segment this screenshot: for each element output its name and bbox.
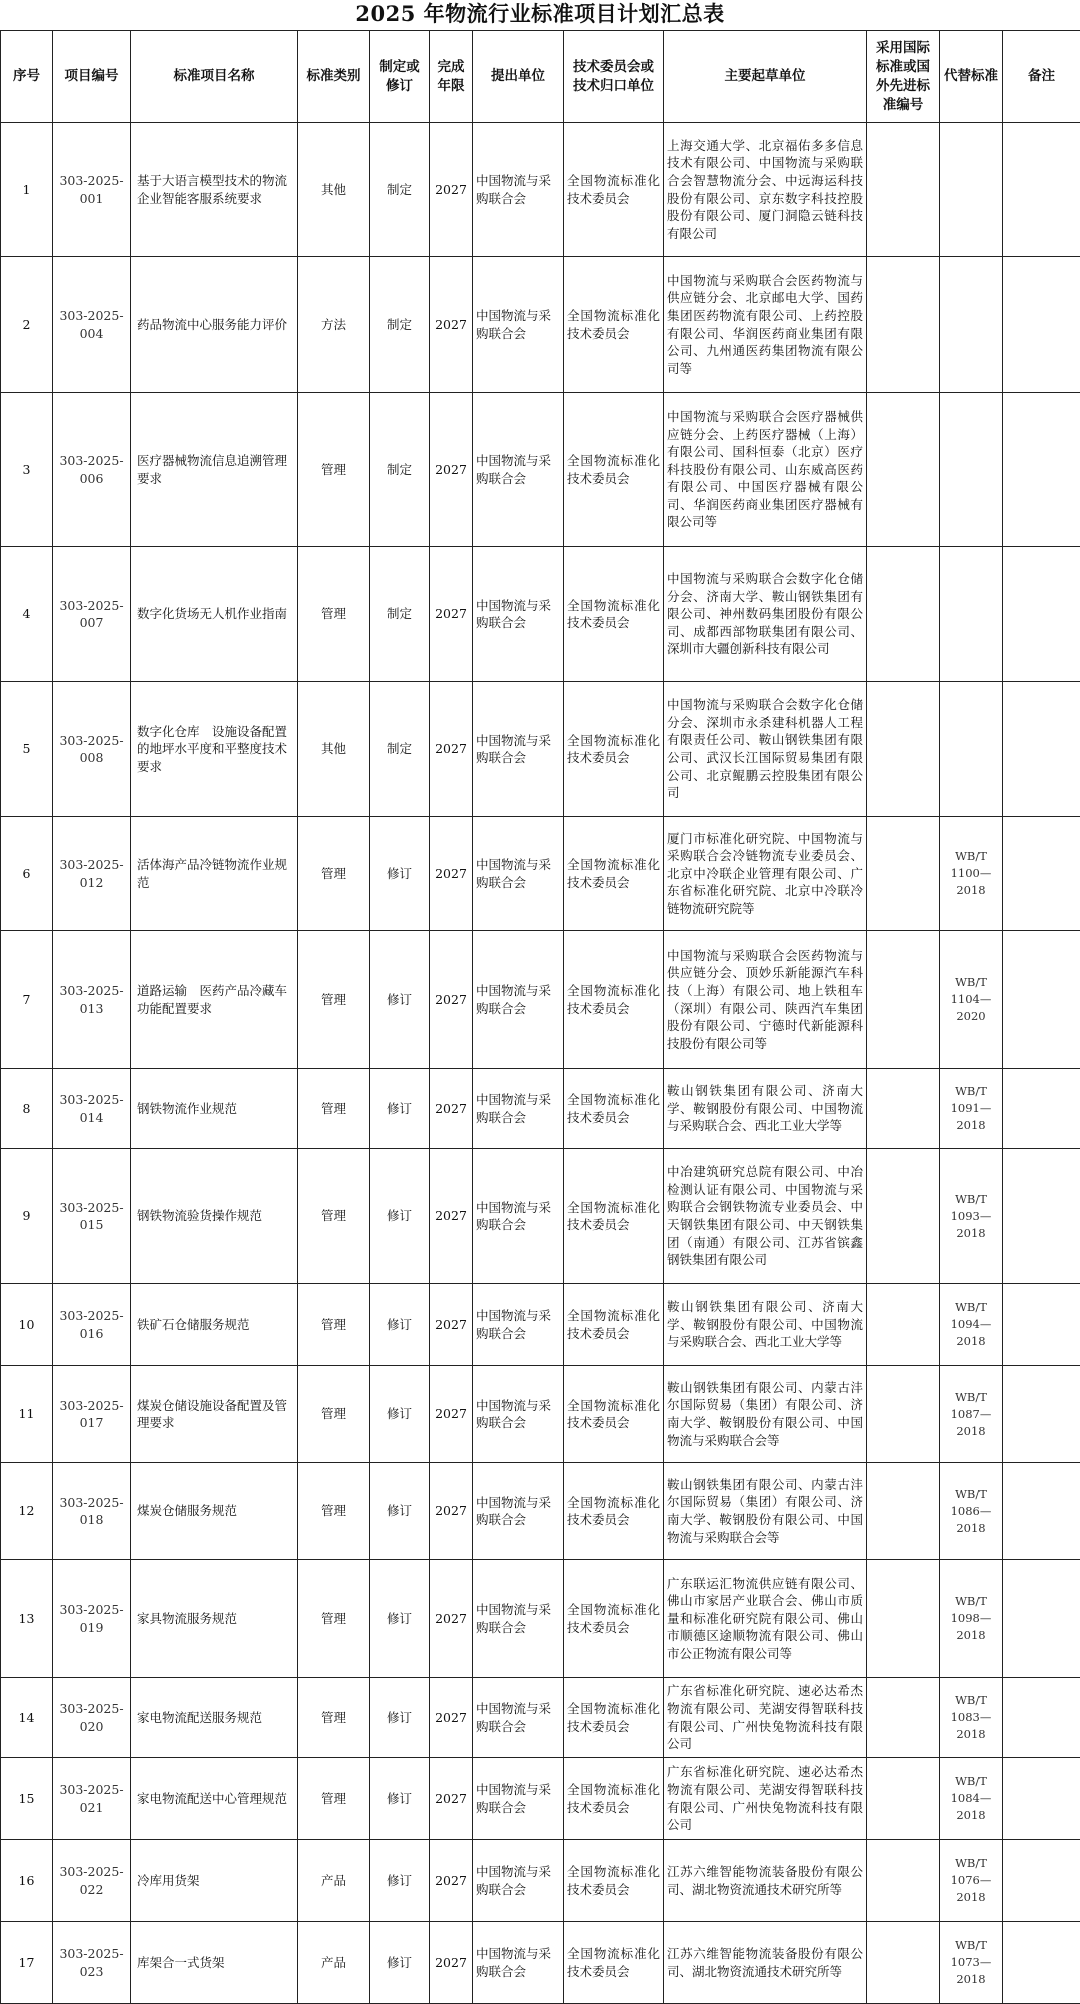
- cell-tech: 全国物流标准化技术委员会: [564, 1840, 664, 1922]
- cell-revise: 修订: [370, 1463, 430, 1560]
- cell-code: 303-2025-023: [53, 1922, 131, 2004]
- header-category: 标准类别: [298, 31, 370, 123]
- cell-intl: [867, 1366, 940, 1463]
- cell-category: 管理: [298, 931, 370, 1069]
- header-seq: 序号: [1, 31, 53, 123]
- cell-name: 基于大语言模型技术的物流企业智能客服系统要求: [131, 123, 298, 257]
- cell-year: 2027: [430, 1149, 473, 1284]
- cell-year: 2027: [430, 393, 473, 547]
- cell-note: [1003, 1840, 1080, 1922]
- cell-name: 医疗器械物流信息追溯管理要求: [131, 393, 298, 547]
- cell-year: 2027: [430, 1366, 473, 1463]
- cell-proposer: 中国物流与采购联合会: [473, 1149, 564, 1284]
- cell-proposer: 中国物流与采购联合会: [473, 123, 564, 257]
- table-row: [1, 1284, 1080, 1366]
- cell-proposer: 中国物流与采购联合会: [473, 1366, 564, 1463]
- cell-replace: [940, 547, 1003, 682]
- cell-seq: 1: [1, 123, 53, 257]
- header-name: 标准项目名称: [131, 31, 298, 123]
- cell-replace: WB/T 1076—2018: [940, 1840, 1003, 1922]
- cell-revise: 制定: [370, 682, 430, 817]
- cell-proposer: 中国物流与采购联合会: [473, 817, 564, 931]
- cell-code: 303-2025-013: [53, 931, 131, 1069]
- cell-seq: 16: [1, 1840, 53, 1922]
- cell-year: 2027: [430, 1922, 473, 2004]
- cell-seq: 13: [1, 1560, 53, 1678]
- cell-tech: 全国物流标准化技术委员会: [564, 1149, 664, 1284]
- cell-drafter: 鞍山钢铁集团有限公司、济南大学、鞍钢股份有限公司、中国物流与采购联合会、西北工业大学等: [664, 1284, 867, 1366]
- cell-year: 2027: [430, 257, 473, 393]
- cell-name: 煤炭仓储服务规范: [131, 1463, 298, 1560]
- cell-category: 管理: [298, 1463, 370, 1560]
- cell-seq: 3: [1, 393, 53, 547]
- cell-tech: 全国物流标准化技术委员会: [564, 1366, 664, 1463]
- page-title: 2025 年物流行业标准项目计划汇总表: [0, 0, 1080, 30]
- cell-category: 其他: [298, 123, 370, 257]
- cell-year: 2027: [430, 682, 473, 817]
- cell-intl: [867, 1463, 940, 1560]
- cell-name: 家电物流配送中心管理规范: [131, 1758, 298, 1840]
- cell-proposer: 中国物流与采购联合会: [473, 1463, 564, 1560]
- cell-note: [1003, 1366, 1080, 1463]
- cell-proposer: 中国物流与采购联合会: [473, 1560, 564, 1678]
- cell-drafter: 中冶建筑研究总院有限公司、中冶检测认证有限公司、中国物流与采购联合会钢铁物流专业委员会、中天钢铁集团有限公司、中天钢铁集团（南通）有限公司、江苏省镔鑫钢铁集团有限公司: [664, 1149, 867, 1284]
- cell-revise: 修订: [370, 1678, 430, 1758]
- cell-intl: [867, 123, 940, 257]
- cell-name: 道路运输 医药产品冷藏车功能配置要求: [131, 931, 298, 1069]
- cell-revise: 修订: [370, 1069, 430, 1149]
- cell-revise: 制定: [370, 123, 430, 257]
- cell-year: 2027: [430, 1678, 473, 1758]
- cell-seq: 14: [1, 1678, 53, 1758]
- cell-note: [1003, 1149, 1080, 1284]
- cell-replace: WB/T 1100—2018: [940, 817, 1003, 931]
- table-row: [1, 1840, 1080, 1922]
- cell-tech: 全国物流标准化技术委员会: [564, 1560, 664, 1678]
- cell-year: 2027: [430, 1758, 473, 1840]
- cell-revise: 修订: [370, 931, 430, 1069]
- table-row: [1, 1463, 1080, 1560]
- standards-table: [0, 30, 1080, 2004]
- cell-category: 产品: [298, 1840, 370, 1922]
- cell-name: 钢铁物流验货操作规范: [131, 1149, 298, 1284]
- cell-replace: WB/T 1086—2018: [940, 1463, 1003, 1560]
- cell-tech: 全国物流标准化技术委员会: [564, 1678, 664, 1758]
- cell-name: 库架合一式货架: [131, 1922, 298, 2004]
- cell-intl: [867, 817, 940, 931]
- cell-name: 铁矿石仓储服务规范: [131, 1284, 298, 1366]
- cell-drafter: 鞍山钢铁集团有限公司、内蒙古沣尔国际贸易（集团）有限公司、济南大学、鞍钢股份有限公司、中国物流与采购联合会等: [664, 1366, 867, 1463]
- cell-revise: 制定: [370, 547, 430, 682]
- cell-code: 303-2025-019: [53, 1560, 131, 1678]
- cell-tech: 全国物流标准化技术委员会: [564, 682, 664, 817]
- cell-replace: WB/T 1091—2018: [940, 1069, 1003, 1149]
- cell-revise: 修订: [370, 1840, 430, 1922]
- table-row: [1, 1069, 1080, 1149]
- table-row: [1, 817, 1080, 931]
- header-intl: 采用国际标准或国外先进标准编号: [867, 31, 940, 123]
- cell-tech: 全国物流标准化技术委员会: [564, 931, 664, 1069]
- cell-category: 管理: [298, 1366, 370, 1463]
- cell-code: 303-2025-015: [53, 1149, 131, 1284]
- cell-note: [1003, 547, 1080, 682]
- cell-tech: 全国物流标准化技术委员会: [564, 1463, 664, 1560]
- cell-revise: 修订: [370, 1922, 430, 2004]
- header-drafter: 主要起草单位: [664, 31, 867, 123]
- cell-drafter: 中国物流与采购联合会数字化仓储分会、深圳市永杀建科机器人工程有限责任公司、鞍山钢铁集团有限公司、武汉长江国际贸易集团有限公司、北京鲲鹏云控股集团有限公司: [664, 682, 867, 817]
- cell-note: [1003, 817, 1080, 931]
- cell-year: 2027: [430, 123, 473, 257]
- cell-tech: 全国物流标准化技术委员会: [564, 547, 664, 682]
- cell-note: [1003, 1560, 1080, 1678]
- cell-drafter: 中国物流与采购联合会数字化仓储分会、济南大学、鞍山钢铁集团有限公司、神州数码集团股份有限公司、成都西部物联集团有限公司、深圳市大疆创新科技有限公司: [664, 547, 867, 682]
- cell-intl: [867, 1069, 940, 1149]
- cell-year: 2027: [430, 1463, 473, 1560]
- cell-tech: 全国物流标准化技术委员会: [564, 123, 664, 257]
- cell-seq: 12: [1, 1463, 53, 1560]
- table-row: [1, 547, 1080, 682]
- cell-year: 2027: [430, 817, 473, 931]
- cell-name: 活体海产品冷链物流作业规范: [131, 817, 298, 931]
- cell-category: 管理: [298, 1758, 370, 1840]
- cell-intl: [867, 1922, 940, 2004]
- cell-seq: 6: [1, 817, 53, 931]
- cell-tech: 全国物流标准化技术委员会: [564, 393, 664, 547]
- cell-proposer: 中国物流与采购联合会: [473, 1678, 564, 1758]
- cell-drafter: 鞍山钢铁集团有限公司、内蒙古沣尔国际贸易（集团）有限公司、济南大学、鞍钢股份有限公司、中国物流与采购联合会等: [664, 1463, 867, 1560]
- table-body: [1, 123, 1080, 2004]
- cell-proposer: 中国物流与采购联合会: [473, 393, 564, 547]
- cell-revise: 制定: [370, 393, 430, 547]
- cell-seq: 8: [1, 1069, 53, 1149]
- cell-replace: WB/T 1073—2018: [940, 1922, 1003, 2004]
- cell-drafter: 中国物流与采购联合会医药物流与供应链分会、顶妙乐新能源汽车科技（上海）有限公司、地上铁租车（深圳）有限公司、陕西汽车集团股份有限公司、宁德时代新能源科技股份有限公司等: [664, 931, 867, 1069]
- cell-note: [1003, 1069, 1080, 1149]
- cell-revise: 修订: [370, 817, 430, 931]
- cell-tech: 全国物流标准化技术委员会: [564, 1758, 664, 1840]
- cell-code: 303-2025-006: [53, 393, 131, 547]
- cell-drafter: 厦门市标准化研究院、中国物流与采购联合会冷链物流专业委员会、北京中冷联企业管理有限公司、广东省标准化研究院、北京中冷联冷链物流研究院等: [664, 817, 867, 931]
- cell-code: 303-2025-016: [53, 1284, 131, 1366]
- cell-drafter: 广东省标准化研究院、速必达希杰物流有限公司、芜湖安得智联科技有限公司、广州快兔物流科技有限公司: [664, 1678, 867, 1758]
- cell-seq: 9: [1, 1149, 53, 1284]
- cell-category: 管理: [298, 547, 370, 682]
- cell-code: 303-2025-014: [53, 1069, 131, 1149]
- table-row: [1, 1149, 1080, 1284]
- header-row: [1, 31, 1080, 123]
- cell-tech: 全国物流标准化技术委员会: [564, 1922, 664, 2004]
- cell-intl: [867, 1560, 940, 1678]
- cell-year: 2027: [430, 1284, 473, 1366]
- cell-seq: 15: [1, 1758, 53, 1840]
- header-code: 项目编号: [53, 31, 131, 123]
- cell-intl: [867, 547, 940, 682]
- cell-note: [1003, 1922, 1080, 2004]
- cell-category: 管理: [298, 817, 370, 931]
- header-replace: 代替标准: [940, 31, 1003, 123]
- cell-replace: [940, 123, 1003, 257]
- header-tech: 技术委员会或技术归口单位: [564, 31, 664, 123]
- cell-replace: WB/T 1087—2018: [940, 1366, 1003, 1463]
- cell-intl: [867, 1284, 940, 1366]
- cell-seq: 2: [1, 257, 53, 393]
- cell-name: 家电物流配送服务规范: [131, 1678, 298, 1758]
- table-row: [1, 123, 1080, 257]
- cell-replace: WB/T 1084—2018: [940, 1758, 1003, 1840]
- table-row: [1, 393, 1080, 547]
- cell-seq: 5: [1, 682, 53, 817]
- cell-replace: WB/T 1098—2018: [940, 1560, 1003, 1678]
- table-row: [1, 257, 1080, 393]
- cell-code: 303-2025-017: [53, 1366, 131, 1463]
- cell-proposer: 中国物流与采购联合会: [473, 1284, 564, 1366]
- cell-name: 钢铁物流作业规范: [131, 1069, 298, 1149]
- cell-code: 303-2025-012: [53, 817, 131, 931]
- cell-proposer: 中国物流与采购联合会: [473, 682, 564, 817]
- cell-proposer: 中国物流与采购联合会: [473, 1840, 564, 1922]
- cell-revise: 制定: [370, 257, 430, 393]
- table-row: [1, 1922, 1080, 2004]
- cell-replace: WB/T 1093—2018: [940, 1149, 1003, 1284]
- cell-drafter: 中国物流与采购联合会医疗器械供应链分会、上药医疗器械（上海）有限公司、国科恒泰（北京）医疗科技股份有限公司、山东威高医药有限公司、中国医疗器械有限公司、华润医药商业集团医疗器械有限公司等: [664, 393, 867, 547]
- cell-seq: 4: [1, 547, 53, 682]
- cell-note: [1003, 393, 1080, 547]
- cell-drafter: 广东省标准化研究院、速必达希杰物流有限公司、芜湖安得智联科技有限公司、广州快兔物流科技有限公司: [664, 1758, 867, 1840]
- cell-year: 2027: [430, 547, 473, 682]
- cell-intl: [867, 257, 940, 393]
- cell-tech: 全国物流标准化技术委员会: [564, 1069, 664, 1149]
- header-year: 完成年限: [430, 31, 473, 123]
- cell-drafter: 中国物流与采购联合会医药物流与供应链分会、北京邮电大学、国药集团医药物流有限公司、上药控股有限公司、华润医药商业集团有限公司、九州通医药集团物流有限公司等: [664, 257, 867, 393]
- cell-category: 管理: [298, 1284, 370, 1366]
- cell-code: 303-2025-018: [53, 1463, 131, 1560]
- cell-proposer: 中国物流与采购联合会: [473, 257, 564, 393]
- cell-drafter: 江苏六维智能物流装备股份有限公司、湖北物资流通技术研究所等: [664, 1922, 867, 2004]
- cell-proposer: 中国物流与采购联合会: [473, 931, 564, 1069]
- cell-intl: [867, 931, 940, 1069]
- cell-name: 药品物流中心服务能力评价: [131, 257, 298, 393]
- cell-revise: 修订: [370, 1366, 430, 1463]
- cell-proposer: 中国物流与采购联合会: [473, 547, 564, 682]
- cell-name: 煤炭仓储设施设备配置及管理要求: [131, 1366, 298, 1463]
- cell-code: 303-2025-020: [53, 1678, 131, 1758]
- cell-note: [1003, 1758, 1080, 1840]
- cell-category: 产品: [298, 1922, 370, 2004]
- header-revise: 制定或修订: [370, 31, 430, 123]
- cell-tech: 全国物流标准化技术委员会: [564, 817, 664, 931]
- header-proposer: 提出单位: [473, 31, 564, 123]
- cell-code: 303-2025-008: [53, 682, 131, 817]
- cell-year: 2027: [430, 1840, 473, 1922]
- cell-year: 2027: [430, 1069, 473, 1149]
- cell-intl: [867, 1149, 940, 1284]
- cell-seq: 11: [1, 1366, 53, 1463]
- cell-category: 管理: [298, 1149, 370, 1284]
- cell-intl: [867, 1678, 940, 1758]
- cell-note: [1003, 1463, 1080, 1560]
- cell-year: 2027: [430, 1560, 473, 1678]
- cell-revise: 修订: [370, 1758, 430, 1840]
- cell-intl: [867, 682, 940, 817]
- table-row: [1, 682, 1080, 817]
- cell-proposer: 中国物流与采购联合会: [473, 1922, 564, 2004]
- cell-note: [1003, 1678, 1080, 1758]
- cell-note: [1003, 257, 1080, 393]
- cell-category: 管理: [298, 1560, 370, 1678]
- cell-note: [1003, 682, 1080, 817]
- cell-category: 管理: [298, 1069, 370, 1149]
- cell-note: [1003, 123, 1080, 257]
- cell-revise: 修订: [370, 1284, 430, 1366]
- table-row: [1, 1678, 1080, 1758]
- cell-proposer: 中国物流与采购联合会: [473, 1069, 564, 1149]
- cell-revise: 修订: [370, 1560, 430, 1678]
- cell-category: 管理: [298, 393, 370, 547]
- cell-note: [1003, 931, 1080, 1069]
- cell-code: 303-2025-021: [53, 1758, 131, 1840]
- cell-note: [1003, 1284, 1080, 1366]
- cell-replace: WB/T 1094—2018: [940, 1284, 1003, 1366]
- cell-category: 管理: [298, 1678, 370, 1758]
- cell-drafter: 广东联运汇物流供应链有限公司、佛山市家居产业联合会、佛山市质量和标准化研究院有限公司、佛山市顺德区途顺物流有限公司、佛山市公正物流有限公司等: [664, 1560, 867, 1678]
- header-note: 备注: [1003, 31, 1080, 123]
- cell-replace: WB/T 1083—2018: [940, 1678, 1003, 1758]
- cell-category: 方法: [298, 257, 370, 393]
- table-row: [1, 931, 1080, 1069]
- table-row: [1, 1560, 1080, 1678]
- cell-code: 303-2025-001: [53, 123, 131, 257]
- cell-seq: 10: [1, 1284, 53, 1366]
- cell-intl: [867, 1840, 940, 1922]
- cell-category: 其他: [298, 682, 370, 817]
- cell-drafter: 鞍山钢铁集团有限公司、济南大学、鞍钢股份有限公司、中国物流与采购联合会、西北工业大学等: [664, 1069, 867, 1149]
- cell-revise: 修订: [370, 1149, 430, 1284]
- cell-drafter: 江苏六维智能物流装备股份有限公司、湖北物资流通技术研究所等: [664, 1840, 867, 1922]
- cell-name: 数字化货场无人机作业指南: [131, 547, 298, 682]
- cell-proposer: 中国物流与采购联合会: [473, 1758, 564, 1840]
- cell-drafter: 上海交通大学、北京福佑多多信息技术有限公司、中国物流与采购联合会智慧物流分会、中远海运科技股份有限公司、京东数字科技控股股份有限公司、厦门洞隐云链科技有限公司: [664, 123, 867, 257]
- cell-replace: [940, 393, 1003, 547]
- table-row: [1, 1758, 1080, 1840]
- cell-name: 冷库用货架: [131, 1840, 298, 1922]
- cell-replace: [940, 682, 1003, 817]
- table-row: [1, 1366, 1080, 1463]
- cell-seq: 17: [1, 1922, 53, 2004]
- cell-replace: WB/T 1104—2020: [940, 931, 1003, 1069]
- cell-tech: 全国物流标准化技术委员会: [564, 257, 664, 393]
- cell-name: 数字化仓库 设施设备配置的地坪水平度和平整度技术要求: [131, 682, 298, 817]
- cell-seq: 7: [1, 931, 53, 1069]
- cell-tech: 全国物流标准化技术委员会: [564, 1284, 664, 1366]
- cell-replace: [940, 257, 1003, 393]
- cell-intl: [867, 393, 940, 547]
- cell-code: 303-2025-022: [53, 1840, 131, 1922]
- cell-year: 2027: [430, 931, 473, 1069]
- cell-intl: [867, 1758, 940, 1840]
- cell-name: 家具物流服务规范: [131, 1560, 298, 1678]
- cell-code: 303-2025-004: [53, 257, 131, 393]
- cell-code: 303-2025-007: [53, 547, 131, 682]
